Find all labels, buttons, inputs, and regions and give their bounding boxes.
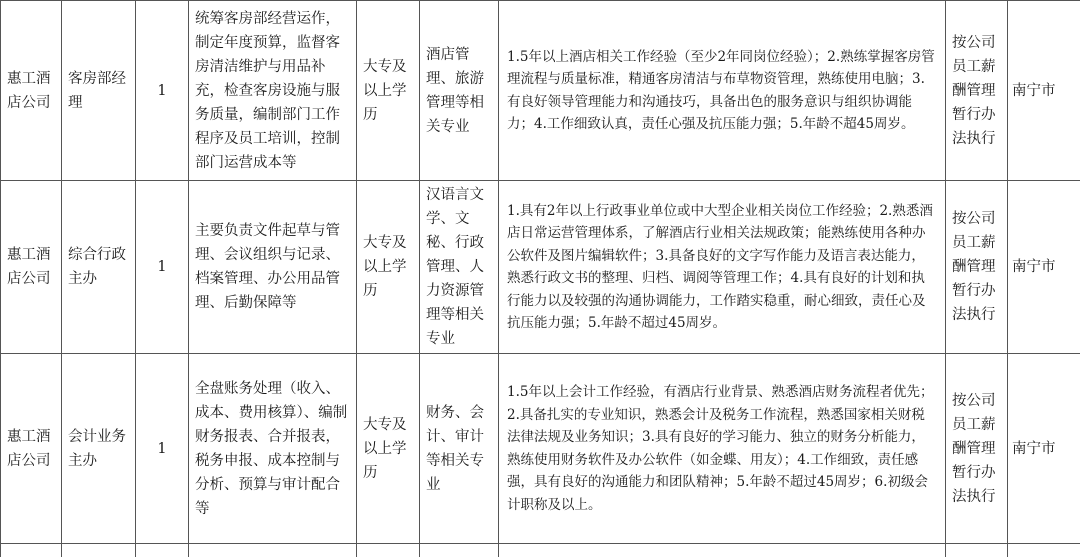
- empty-cell: [1008, 544, 1080, 557]
- major-cell: 财务、会计、审计等相关专业: [420, 354, 499, 544]
- position-cell: 综合行政主办: [62, 181, 136, 354]
- education-cell: 大专及以上学历: [357, 1, 420, 181]
- location-cell: 南宁市: [1008, 1, 1080, 181]
- salary-cell: 按公司员工薪酬管理暂行办法执行: [946, 354, 1008, 544]
- company-cell: 惠工酒店公司: [1, 354, 62, 544]
- requirements-cell: 1.5年以上酒店相关工作经验（至少2年同岗位经验）；2.熟练掌握客房管理流程与质量标准，精通客房清洁与布草物资管理，熟练使用电脑；3.有良好领导管理能力和沟通技巧，具备出色的服务意识与组织协调能力；4.工作细致认真，责任心强及抗压能力强；5.年龄不超45周岁。: [499, 1, 946, 181]
- requirements-cell: 1.5年以上会计工作经验，有酒店行业背景、熟悉酒店财务流程者优先；2.具备扎实的专业知识，熟悉会计及税务工作流程，熟悉国家相关财税法律法规及业务知识；3.具有良好的学习能力、独立的财务分析能力，熟练使用财务软件及办公软件（如金蝶、用友）；4.工作细致，责任感强，具有良好的沟通能力和团队精神；5.年龄不超过45周岁；6.初级会计职称及以上。: [499, 354, 946, 544]
- table-row: [1, 544, 1080, 557]
- major-cell: 汉语言文学、文秘、行政管理、人力资源管理等相关专业: [420, 181, 499, 354]
- requirements-cell: 1.具有2年以上行政事业单位或中大型企业相关岗位工作经验；2.熟悉酒店日常运营管理体系，了解酒店行业相关法规政策；能熟练使用各种办公软件及图片编辑软件；3.具备良好的文字写作能力及语言表达能力，熟悉行政文书的整理、归档、调阅等管理工作；4.具有良好的计划和执行能力以及较强的沟通协调能力，工作踏实稳重，耐心细致，责任心及抗压能力强；5.年龄不超过45周岁。: [499, 181, 946, 354]
- company-cell: 惠工酒店公司: [1, 1, 62, 181]
- table-row: [1, 354, 1080, 544]
- empty-cell: [189, 544, 357, 557]
- company-cell: 惠工酒店公司: [1, 181, 62, 354]
- position-cell: 会计业务主办: [62, 354, 136, 544]
- table-row: [1, 1, 1080, 181]
- empty-cell: [357, 544, 420, 557]
- position-cell: 客房部经理: [62, 1, 136, 181]
- empty-cell: [499, 544, 946, 557]
- education-cell: 大专及以上学历: [357, 181, 420, 354]
- empty-cell: [1, 544, 62, 557]
- empty-cell: [136, 544, 189, 557]
- empty-cell: [62, 544, 136, 557]
- empty-cell: [946, 544, 1008, 557]
- empty-cell: [420, 544, 499, 557]
- count-cell: 1: [136, 181, 189, 354]
- count-cell: 1: [136, 1, 189, 181]
- duties-cell: 全盘账务处理（收入、成本、费用核算）、编制财务报表、合并报表，税务申报、成本控制与分析、预算与审计配合等: [189, 354, 357, 544]
- salary-cell: 按公司员工薪酬管理暂行办法执行: [946, 181, 1008, 354]
- duties-cell: 主要负责文件起草与管理、会议组织与记录、档案管理、办公用品管理、后勤保障等: [189, 181, 357, 354]
- salary-cell: 按公司员工薪酬管理暂行办法执行: [946, 1, 1008, 181]
- location-cell: 南宁市: [1008, 181, 1080, 354]
- duties-cell: 统筹客房部经营运作，制定年度预算，监督客房清洁维护与用品补充，检查客房设施与服务质量，编制部门工作程序及员工培训，控制部门运营成本等: [189, 1, 357, 181]
- table-row: [1, 181, 1080, 354]
- location-cell: 南宁市: [1008, 354, 1080, 544]
- education-cell: 大专及以上学历: [357, 354, 420, 544]
- count-cell: 1: [136, 354, 189, 544]
- major-cell: 酒店管理、旅游管理等相关专业: [420, 1, 499, 181]
